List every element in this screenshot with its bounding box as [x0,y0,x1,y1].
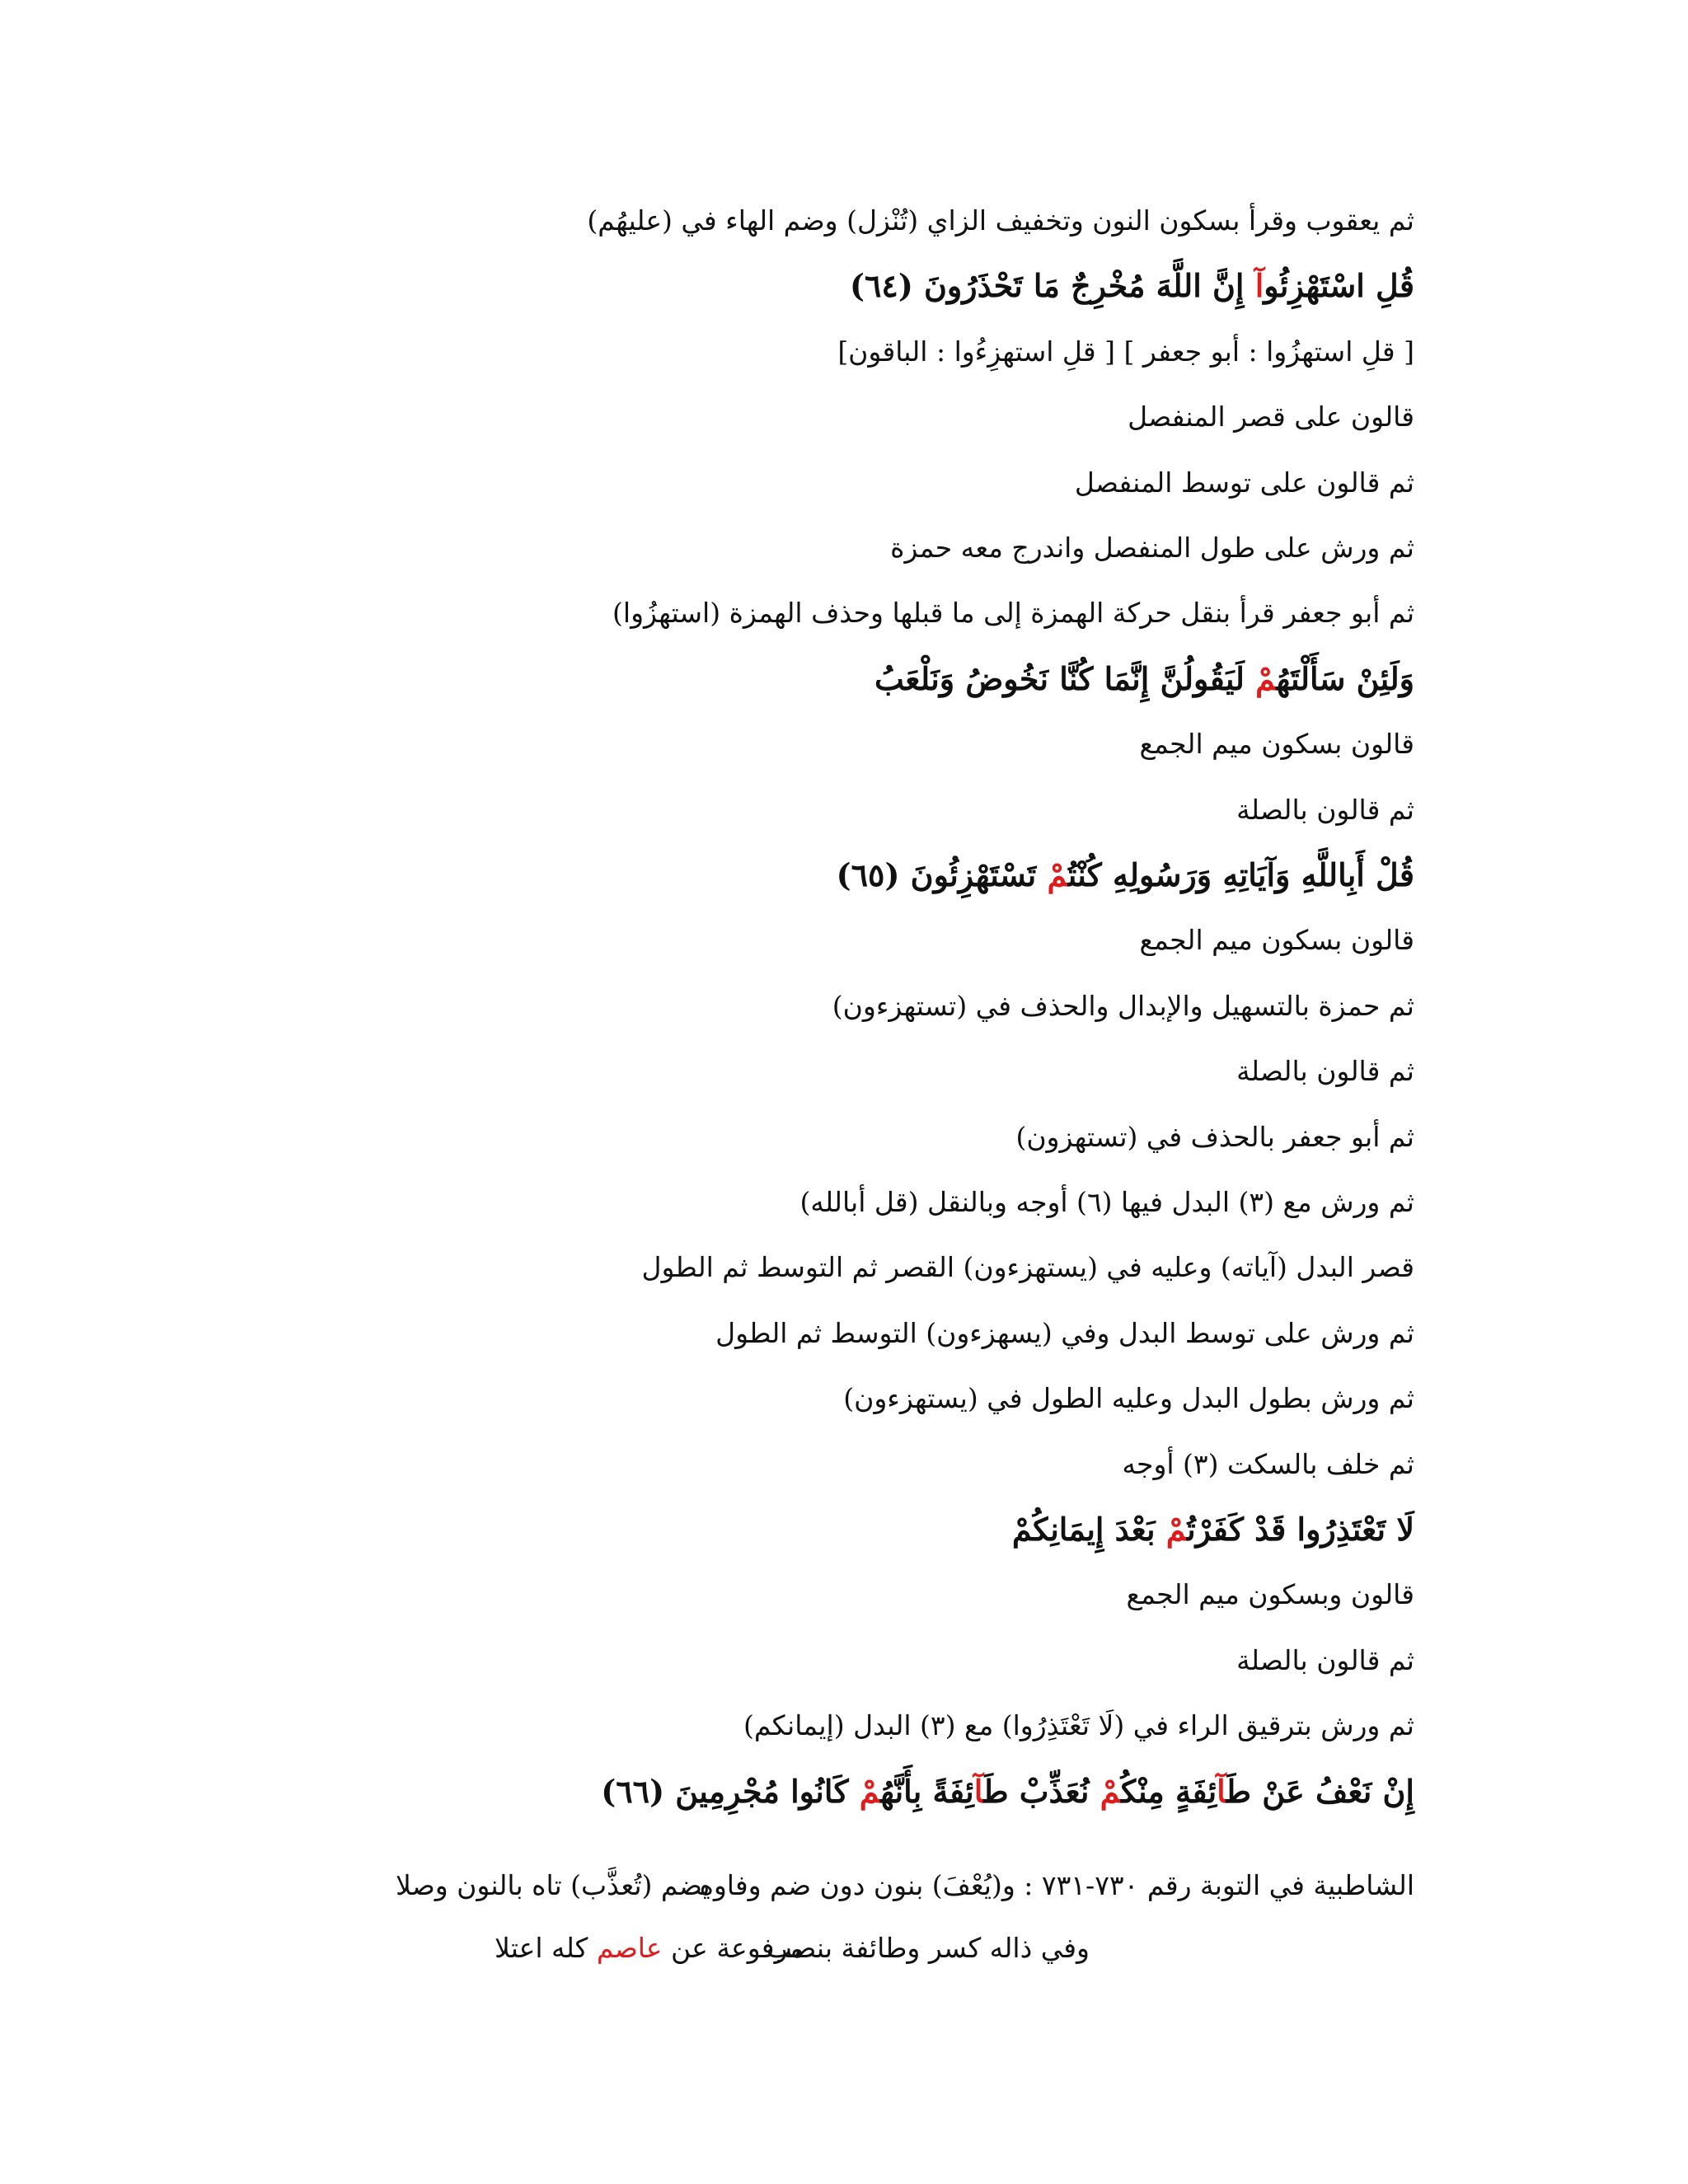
commentary-text: ثم خلف بالسكت (٣) أوجه [1122,1448,1414,1480]
commentary-line [715,1315,1414,1352]
verse-text: لَا تَعْتَذِرُوا قَدْ كَفَرْتُ [1187,1511,1414,1548]
commentary-line [890,530,1414,566]
verse-text: ئِفَةٍ مِنْكُ [1120,1773,1217,1810]
commentary-text: ثم أبو جعفر بالحذف في (تستهزون) [1015,1121,1414,1153]
commentary-text: ثم ورش بطول البدل وعليه الطول في (يستهزءون) [843,1382,1414,1414]
commentary-text: ثم ورش على طول المنفصل واندرج معه حمزة [890,532,1414,564]
highlighted-letters: مْ [1165,1511,1188,1548]
commentary-line [587,203,1414,239]
verse-text: نُعَذِّبْ طَ [983,1773,1100,1810]
highlighted-letters: مْ [859,1773,881,1810]
commentary-line [642,1249,1415,1286]
highlighted-word: عاصم [596,1932,663,1964]
quran-verse-line [601,1774,1414,1810]
verse-text: قُلْ أَبِاللَّهِ وَآيَاتِهِ وَرَسُولِهِ كُنْتُ [1067,856,1414,893]
commentary-line [1122,1446,1414,1483]
commentary-text: [ قلِ استهزُوا : أبو جعفر ] [ قلِ استهزِءُوا : الباقون] [837,335,1414,368]
commentary-line [1128,399,1414,435]
commentary-text: ثم ورش بترقيق الراء في (لَا تَعْتَذِرُوا) مع (٣) البدل (إيمانكم) [743,1709,1414,1741]
commentary-text: ثم ورش مع (٣) البدل فيها (٦) أوجه وبالنقل (قل أبالله) [799,1186,1414,1218]
highlighted-letters: مْ [1047,856,1068,893]
commentary-text: ثم قالون بالصلة [1236,794,1414,826]
commentary-text: قصر البدل (آياته) وعليه في (يستهزءون) القصر ثم التوسط ثم الطول [641,1251,1414,1283]
poem-text: مرفوعة عن [662,1932,804,1964]
poem-text: وفي ذاله كسر وطائفة بنصب [766,1932,1090,1964]
highlighted-letters: مْ [1100,1773,1121,1810]
commentary-text: قالون بسكون ميم الجمع [1139,728,1414,760]
highlighted-letters: مْ [1255,660,1277,697]
quran-verse-line [850,268,1414,304]
poem-line-1-second-hemistich [396,1868,710,1904]
commentary-line [799,1184,1414,1221]
poem-line-1-first-hemistich [700,1868,1414,1904]
commentary-line [1075,465,1414,501]
commentary-text: ثم يعقوب وقرأ بسكون النون وتخفيف الزاي (تُنْزل) وضم الهاء في (عليهُم) [587,204,1414,237]
commentary-line [832,988,1414,1024]
commentary-text: قالون على قصر المنفصل [1128,401,1414,433]
commentary-line [1236,1053,1414,1090]
verse-text: وَلَئِنْ سَأَلْتَهُ [1276,660,1414,697]
poem-text: الشاطبية في التوبة رقم ٧٣٠-٧٣١ : و(يُعْفَ) بنون دون ضم وفاوه [699,1869,1414,1901]
quran-verse-line [837,857,1414,893]
poem-text: يضم (تُعذَّب) تاه بالنون وصلا [396,1869,710,1901]
highlighted-letters: آ [973,1773,984,1810]
commentary-line [843,1380,1414,1417]
verse-text: إِنَّ اللَّهَ مُخْرِجٌ مَا تَحْذَرُونَ (٦٤) [850,267,1255,304]
commentary-text: ثم أبو جعفر قرأ بنقل حركة الهمزة إلى ما قبلها وحذف الهمزة (استهزُوا) [612,597,1414,629]
commentary-text: ثم قالون بالصلة [1236,1644,1414,1676]
verse-text: بَعْدَ إِيمَانِكُمْ [1011,1511,1166,1548]
commentary-line [1236,792,1414,828]
verse-text: إِنْ نَعْفُ عَنْ طَ [1226,1773,1414,1810]
commentary-line [1139,922,1414,958]
quran-verse-line [1012,1511,1414,1548]
commentary-line [1015,1119,1414,1155]
verse-text: ئِفَةً بِأَنَّهُ [880,1773,974,1810]
verse-text: كَانُوا مُجْرِمِينَ (٦٦) [601,1773,860,1810]
commentary-text: ثم قالون على توسط المنفصل [1074,466,1414,499]
commentary-line [1127,1577,1414,1613]
highlighted-letters: آ [1217,1773,1226,1810]
poem-line-2-first-hemistich [767,1930,1090,1966]
commentary-line [612,595,1414,631]
highlighted-letters: آ [1254,267,1264,304]
poem-text: كله اعتلا [495,1932,597,1964]
verse-text: تَسْتَهْزِئُونَ (٦٥) [836,856,1048,893]
poem-line-2-second-hemistich [495,1930,804,1966]
commentary-text: قالون بسكون ميم الجمع [1139,924,1414,956]
commentary-line [837,334,1414,370]
commentary-line [1139,726,1414,762]
quran-verse-line [874,661,1414,697]
commentary-text: ثم ورش على توسط البدل وفي (يسهزءون) التوسط ثم الطول [715,1317,1414,1349]
commentary-line [1236,1643,1414,1679]
verse-text: قُلِ اسْتَهْزِئُو [1264,267,1414,304]
commentary-text: قالون وبسكون ميم الجمع [1126,1578,1414,1610]
commentary-line [743,1708,1414,1744]
verse-text: لَيَقُولُنَّ إِنَّمَا كُنَّا نَخُوضُ وَنَلْعَبُ [874,660,1256,697]
commentary-text: ثم قالون بالصلة [1236,1055,1414,1087]
commentary-text: ثم حمزة بالتسهيل والإبدال والحذف في (تستهزءون) [832,990,1414,1022]
